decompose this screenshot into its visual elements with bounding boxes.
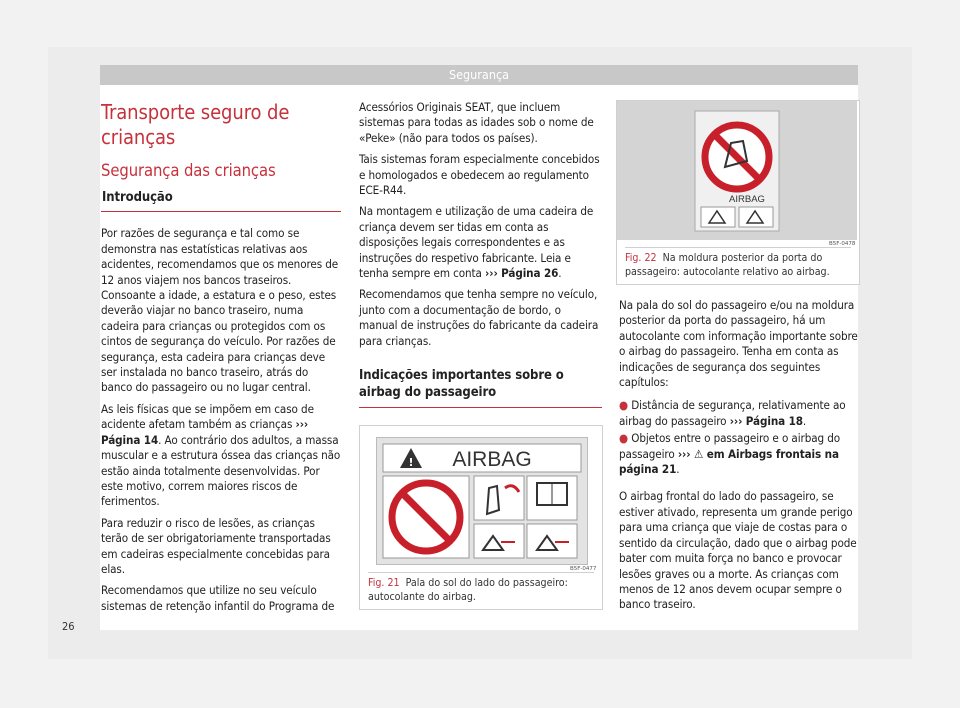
figure-label: Fig. 21 xyxy=(368,577,400,589)
figure-code: B5F-0478 xyxy=(829,241,856,247)
section-header: Segurança xyxy=(100,65,858,85)
bullet-icon: ● xyxy=(619,398,629,413)
text: . xyxy=(802,413,807,428)
middle-paragraph-3 xyxy=(359,204,602,281)
page-title: Transporte seguro de crianças xyxy=(101,100,290,149)
airbag-heading: Indicações importantes sobre o airbag do passageiro xyxy=(359,367,602,408)
left-column xyxy=(101,100,341,620)
text: Distância de segurança, relativamente ao airbag do passageiro xyxy=(619,398,846,428)
intro-heading: Introdução xyxy=(101,190,341,212)
door-sticker-illustration xyxy=(617,101,857,240)
text: . Ao contrário dos adultos, a massa muscular e a estrutura óssea das crianças não estão ainda totalmente desenvolvidas. Por este motivo, correm maiores riscos de ferimentos. xyxy=(101,432,341,509)
left-paragraph-4: Recomendamos que utilize no seu veículo sistemas de retenção infantil do Programa de xyxy=(101,583,335,613)
bullet-item xyxy=(619,431,859,477)
page-link[interactable]: ››› Página 26 xyxy=(485,266,559,281)
caption-text: Na moldura posterior da porta do passageiro: autocolante relativo ao airbag. xyxy=(625,252,830,278)
door-sticker-image xyxy=(617,101,857,240)
text: . xyxy=(558,266,562,281)
right-column xyxy=(619,298,859,619)
bullet-icon: ● xyxy=(619,431,629,446)
middle-paragraph-2: Tais sistemas foram especialmente concebidos e homologados e obedecem ao regulamento ECE-R44. xyxy=(359,152,600,198)
figure-22 xyxy=(616,100,860,285)
left-paragraph-3: Para reduzir o risco de lesões, as crianças terão de ser obrigatoriamente transportadas em cadeiras especialmente concebidas para elas. xyxy=(101,515,331,576)
airbag-sticker-image xyxy=(376,437,588,565)
text: . xyxy=(676,462,680,477)
bullet-item xyxy=(619,398,859,429)
middle-paragraph-4: Recomendamos que tenha sempre no veículo, junto com a documentação de bordo, o manual de instruções do fabricante da cadeira para crianças. xyxy=(359,287,599,348)
page-link[interactable]: ››› ⚠ em Airbags frontais na página 21 xyxy=(619,446,839,477)
figure-21-caption xyxy=(368,572,594,605)
page-link[interactable]: ››› Página 18 xyxy=(729,413,803,428)
section-subtitle: Segurança das crianças xyxy=(101,161,276,180)
figure-code: B5F-0477 xyxy=(570,566,597,572)
text: Objetos entre o passageiro e o airbag do passageiro xyxy=(619,431,841,461)
airbag-sticker-illustration xyxy=(377,438,587,564)
figure-label: Fig. 22 xyxy=(625,252,657,264)
airbag-word: AIRBAG xyxy=(729,194,765,205)
left-paragraph-1: Por razões de segurança e tal como se demonstra nas estatísticas relativas aos acidentes, recomendamos que os menores de 12 anos viajem nos bancos traseiros. Consoante a idade, a estatura e o peso, estes deverão viajar no banco traseiro, numa cadeira para crianças ou protegidos com os cintos de segurança do veículo. Por razões de segurança, esta cadeira para crianças deve ser instalada no banco traseiro, atrás do banco do passageiro ou no lugar central. xyxy=(101,226,339,395)
caption-text: Pala do sol do lado do passageiro: autocolante do airbag. xyxy=(368,577,568,603)
middle-column xyxy=(359,100,602,418)
page-number: 26 xyxy=(62,620,75,633)
right-paragraph-2: O airbag frontal do lado do passageiro, se estiver ativado, representa um grande perigo para uma criança que viaje de costas para o sentido da circulação, dado que o airbag pode bater com muita força no banco e provocar lesões graves ou a morte. As crianças com menos de 12 anos devem ocupar sempre o banco traseiro. xyxy=(619,489,857,612)
airbag-word: AIRBAG xyxy=(452,448,532,471)
text: As leis físicas que se impõem em caso de acidente afetam também as crianças xyxy=(101,401,314,432)
left-paragraph-2 xyxy=(101,402,341,510)
right-paragraph-1: Na pala do sol do passageiro e/ou na moldura posterior da porta do passageiro, há um autocolante com informação importante sobre o airbag do passageiro. Tenha em conta as indicações de segurança dos seguintes capítulos: xyxy=(619,298,858,390)
figure-21 xyxy=(359,425,603,610)
text: Na montagem e utilização de uma cadeira de criança devem ser tidas em conta as disposições legais correspondentes e as instruções do respetivo fabricante. Leia e tenha sempre em conta xyxy=(359,204,594,281)
svg-text:!: ! xyxy=(408,456,414,469)
figure-22-caption xyxy=(625,247,851,280)
page-link[interactable]: ››› Página 14 xyxy=(101,417,309,447)
middle-paragraph-1: Acessórios Originais SEAT, que incluem sistemas para todas as idades sob o nome de «Peke» (não para todos os países). xyxy=(359,100,594,145)
